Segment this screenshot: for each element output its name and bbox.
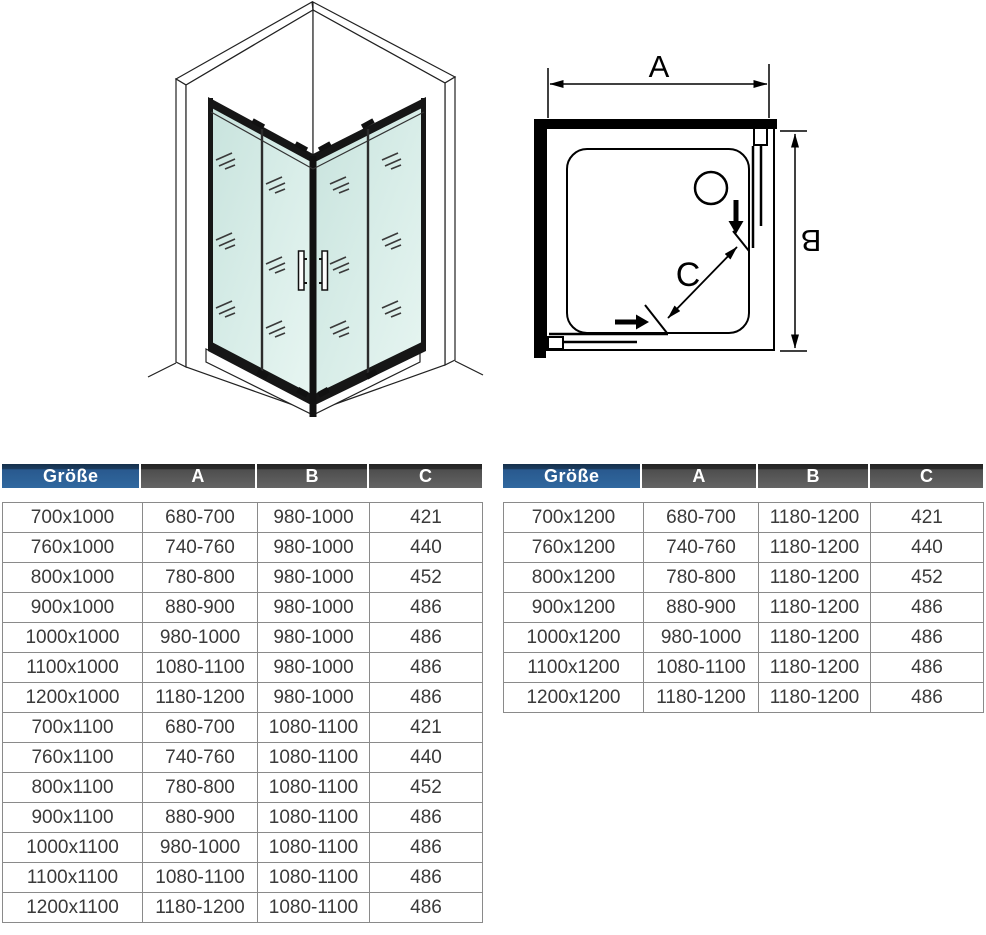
floor-line: [148, 363, 176, 377]
table-cell: 740-760: [143, 533, 258, 563]
table-cell: 800x1000: [3, 563, 143, 593]
table-row: [3, 743, 483, 773]
table-cell: 1100x1200: [504, 653, 644, 683]
size-table-right: [503, 464, 983, 713]
table-row: [3, 683, 483, 713]
door-handle: [548, 337, 563, 349]
table-cell: 980-1000: [258, 683, 370, 713]
table-cell: 980-1000: [143, 833, 258, 863]
table-cell: 740-760: [143, 743, 258, 773]
table-cell: 800x1100: [3, 773, 143, 803]
table-row: [3, 623, 483, 653]
table-cell: 760x1100: [3, 743, 143, 773]
table-cell: 900x1100: [3, 803, 143, 833]
table-cell: 1000x1100: [3, 833, 143, 863]
table-cell: 440: [370, 743, 483, 773]
table-cell: 421: [370, 713, 483, 743]
table-cell: 1080-1100: [143, 863, 258, 893]
table-cell: 1180-1200: [759, 593, 871, 623]
table-cell: 1080-1100: [258, 713, 370, 743]
table-cell: 980-1000: [258, 623, 370, 653]
table-row: [3, 503, 483, 533]
table-cell: 980-1000: [258, 593, 370, 623]
table-cell: 880-900: [143, 593, 258, 623]
table-cell: 900x1000: [3, 593, 143, 623]
header-cell: B: [257, 464, 368, 488]
table-cell: 486: [370, 893, 483, 923]
table-cell: 421: [370, 503, 483, 533]
table-cell: 980-1000: [258, 503, 370, 533]
table-cell: 440: [370, 533, 483, 563]
table-cell: 486: [370, 653, 483, 683]
table-cell: 780-800: [143, 773, 258, 803]
table-cell: 1180-1200: [143, 893, 258, 923]
table-cell: 486: [871, 653, 984, 683]
dimension-label-a: A: [648, 49, 670, 84]
table-cell: 680-700: [143, 503, 258, 533]
table-cell: 1000x1000: [3, 623, 143, 653]
header-cell: C: [369, 464, 482, 488]
table-cell: 880-900: [143, 803, 258, 833]
table-cell: 421: [871, 503, 984, 533]
table-row: [3, 593, 483, 623]
table-row: [3, 773, 483, 803]
table-cell: 1080-1100: [258, 833, 370, 863]
technical-drawings: [0, 0, 986, 458]
table-cell: 452: [370, 563, 483, 593]
table-cell: 486: [370, 623, 483, 653]
table-cell: 700x1100: [3, 713, 143, 743]
table-cell: 452: [370, 773, 483, 803]
table-cell: 486: [370, 593, 483, 623]
table-row: [3, 533, 483, 563]
table-cell: 980-1000: [143, 623, 258, 653]
header-cell: B: [758, 464, 869, 488]
wall-top: [534, 119, 777, 129]
table-cell: 1180-1200: [759, 563, 871, 593]
table-cell: 1200x1200: [504, 683, 644, 713]
table-row: [3, 713, 483, 743]
table-cell: 1100x1000: [3, 653, 143, 683]
table-cell: 760x1000: [3, 533, 143, 563]
table-cell: 980-1000: [258, 533, 370, 563]
table-body: [503, 502, 984, 713]
table-row: [504, 623, 984, 653]
dimension-label-c: C: [675, 256, 701, 294]
plan-view: [534, 49, 821, 358]
table-row: [504, 563, 984, 593]
table-row: [504, 503, 984, 533]
door-handle: [754, 128, 767, 145]
table-cell: 1180-1200: [759, 683, 871, 713]
table-cell: 700x1000: [3, 503, 143, 533]
table-row: [3, 563, 483, 593]
isometric-view: [148, 2, 483, 417]
floor-line: [455, 361, 483, 375]
table-cell: 760x1200: [504, 533, 644, 563]
table-row: [504, 683, 984, 713]
table-header: [503, 464, 983, 488]
table-row: [504, 653, 984, 683]
table-row: [3, 893, 483, 923]
table-cell: 980-1000: [258, 563, 370, 593]
table-row: [3, 653, 483, 683]
table-cell: 1080-1100: [258, 743, 370, 773]
header-cell: Größe: [2, 464, 139, 488]
table-cell: 880-900: [644, 593, 759, 623]
size-table-left: [2, 464, 482, 923]
wall-left: [534, 119, 546, 358]
dimension-label-b: B: [800, 223, 822, 258]
table-cell: 1180-1200: [644, 683, 759, 713]
table-cell: 1180-1200: [759, 623, 871, 653]
table-cell: 1080-1100: [143, 653, 258, 683]
table-cell: 1200x1100: [3, 893, 143, 923]
table-cell: 440: [871, 533, 984, 563]
table-cell: 1000x1200: [504, 623, 644, 653]
table-cell: 486: [370, 863, 483, 893]
table-cell: 1080-1100: [258, 863, 370, 893]
table-cell: 486: [871, 593, 984, 623]
table-cell: 1100x1100: [3, 863, 143, 893]
shower-head-circle: [695, 172, 727, 204]
table-cell: 452: [871, 563, 984, 593]
table-cell: 1180-1200: [759, 503, 871, 533]
table-cell: 1200x1000: [3, 683, 143, 713]
table-row: [3, 833, 483, 863]
table-body: [2, 502, 483, 923]
table-cell: 486: [871, 623, 984, 653]
table-cell: 1080-1100: [258, 803, 370, 833]
table-row: [504, 533, 984, 563]
table-cell: 1080-1100: [258, 893, 370, 923]
table-cell: 486: [370, 803, 483, 833]
table-cell: 740-760: [644, 533, 759, 563]
table-cell: 1180-1200: [143, 683, 258, 713]
table-cell: 680-700: [143, 713, 258, 743]
header-cell: C: [870, 464, 983, 488]
table-cell: 780-800: [143, 563, 258, 593]
table-cell: 980-1000: [644, 623, 759, 653]
table-cell: 800x1200: [504, 563, 644, 593]
header-cell: A: [642, 464, 756, 488]
table-row: [3, 803, 483, 833]
table-header: [2, 464, 482, 488]
header-cell: A: [141, 464, 255, 488]
table-row: [504, 593, 984, 623]
table-row: [3, 863, 483, 893]
table-cell: 680-700: [644, 503, 759, 533]
table-cell: 1180-1200: [759, 533, 871, 563]
table-cell: 486: [370, 683, 483, 713]
table-cell: 1080-1100: [644, 653, 759, 683]
table-cell: 780-800: [644, 563, 759, 593]
table-cell: 900x1200: [504, 593, 644, 623]
table-cell: 486: [370, 833, 483, 863]
table-cell: 1180-1200: [759, 653, 871, 683]
table-cell: 700x1200: [504, 503, 644, 533]
table-cell: 980-1000: [258, 653, 370, 683]
table-cell: 1080-1100: [258, 773, 370, 803]
table-cell: 486: [871, 683, 984, 713]
header-cell: Größe: [503, 464, 640, 488]
